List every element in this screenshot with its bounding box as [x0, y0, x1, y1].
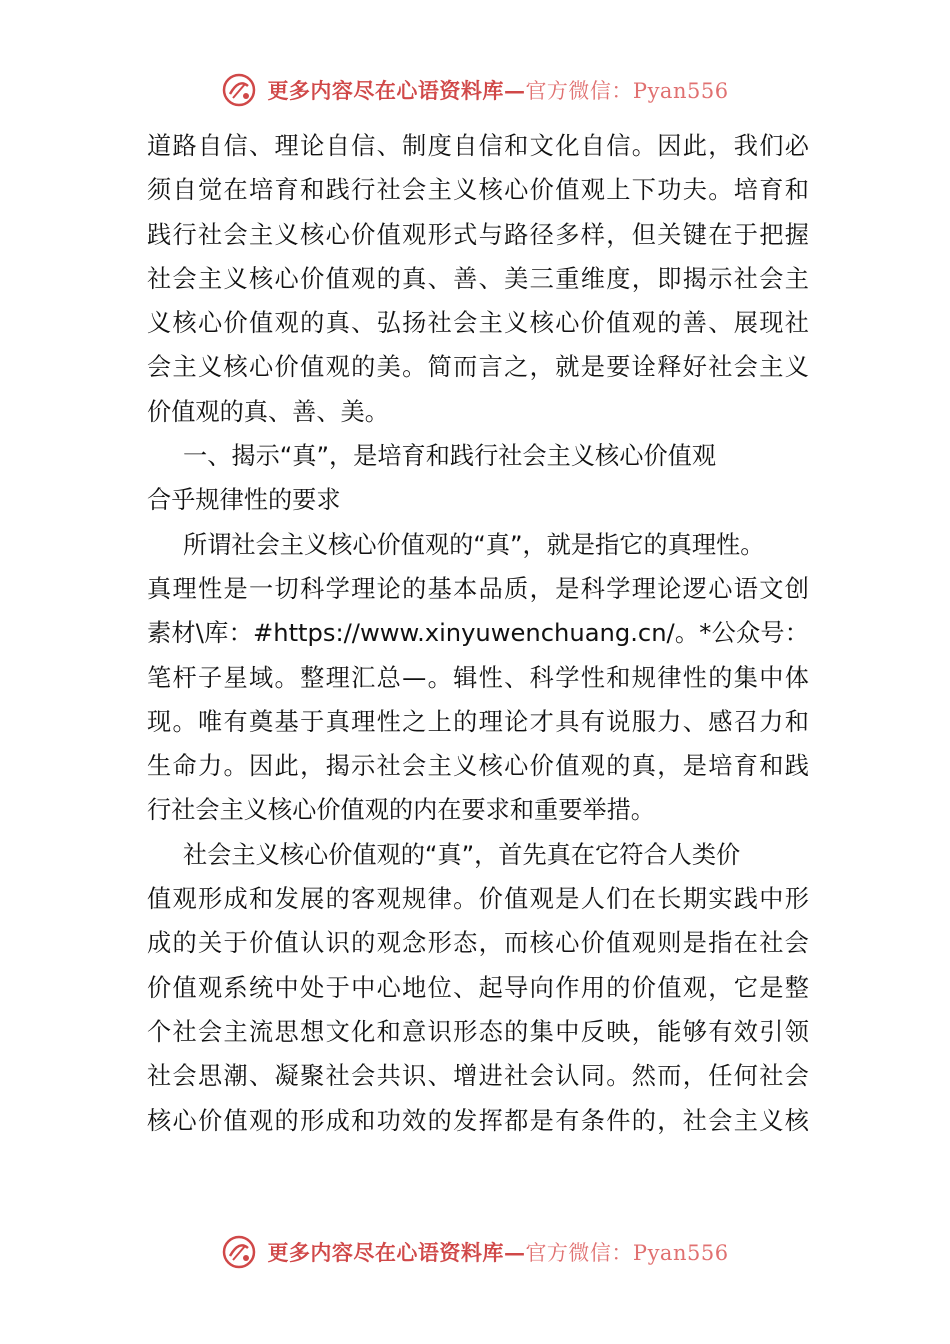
body-line: 社会思潮、凝聚社会共识、增进社会认同。然而，任何社会: [147, 1062, 809, 1091]
brand-logo-icon: [221, 1234, 257, 1270]
body-line: 须自觉在培育和践行社会主义核心价值观上下功夫。培育和: [147, 176, 809, 205]
body-line: 行社会主义核心价值观的内在要求和重要举措。: [147, 796, 655, 825]
body-line: 践行社会主义核心价值观形式与路径多样，但关键在于把握: [147, 220, 809, 249]
footer-banner: [0, 1230, 950, 1274]
body-line: 社会主义核心价值观的真、善、美三重维度，即揭示社会主: [147, 264, 809, 293]
header-banner-text: 更多内容尽在心语资料库—官方微信：Pyan556: [267, 78, 729, 103]
body-line: 义核心价值观的真、弘扬社会主义核心价值观的善、展现社: [147, 309, 809, 338]
body-line: 成的关于价值认识的观念形态，而核心价值观则是指在社会: [147, 929, 809, 958]
body-line: 价值观的真、善、美。: [147, 397, 389, 426]
body-line: 所谓社会主义核心价值观的“真”，就是指它的真理性。: [183, 530, 765, 559]
body-line: 笔杆子星域。整理汇总—。辑性、科学性和规律性的集中体: [147, 663, 809, 692]
body-line: 值观形成和发展的客观规律。价值观是人们在长期实践中形: [147, 885, 809, 914]
body-line: 社会主义核心价值观的“真”，首先真在它符合人类价: [183, 840, 741, 869]
section-heading: 一、揭示“真”，是培育和践行社会主义核心价值观: [183, 442, 717, 471]
body-line: 素材\库：#https://www.xinyuwenchuang.cn/。*公众号：: [147, 619, 809, 648]
header-banner: [0, 68, 950, 112]
body-line: 现。唯有奠基于真理性之上的理论才具有说服力、感召力和: [147, 707, 809, 736]
body-line: 真理性是一切科学理论的基本品质，是科学理论逻心语文创: [147, 574, 809, 603]
document-body: [147, 124, 809, 1143]
body-line: 核心价值观的形成和功效的发挥都是有条件的，社会主义核: [147, 1106, 809, 1135]
body-line: 会主义核心价值观的美。简而言之，就是要诠释好社会主义: [147, 353, 809, 382]
body-line: 价值观系统中处于中心地位、起导向作用的价值观，它是整: [147, 973, 809, 1002]
brand-logo-icon: [221, 72, 257, 108]
footer-banner-text: 更多内容尽在心语资料库—官方微信：Pyan556: [267, 1240, 729, 1265]
body-line: 生命力。因此，揭示社会主义核心价值观的真，是培育和践: [147, 752, 809, 781]
body-line: 道路自信、理论自信、制度自信和文化自信。因此，我们必: [147, 132, 809, 160]
section-heading-cont: 合乎规律性的要求: [147, 486, 341, 515]
body-line: 个社会主流思想文化和意识形态的集中反映，能够有效引领: [147, 1017, 809, 1046]
